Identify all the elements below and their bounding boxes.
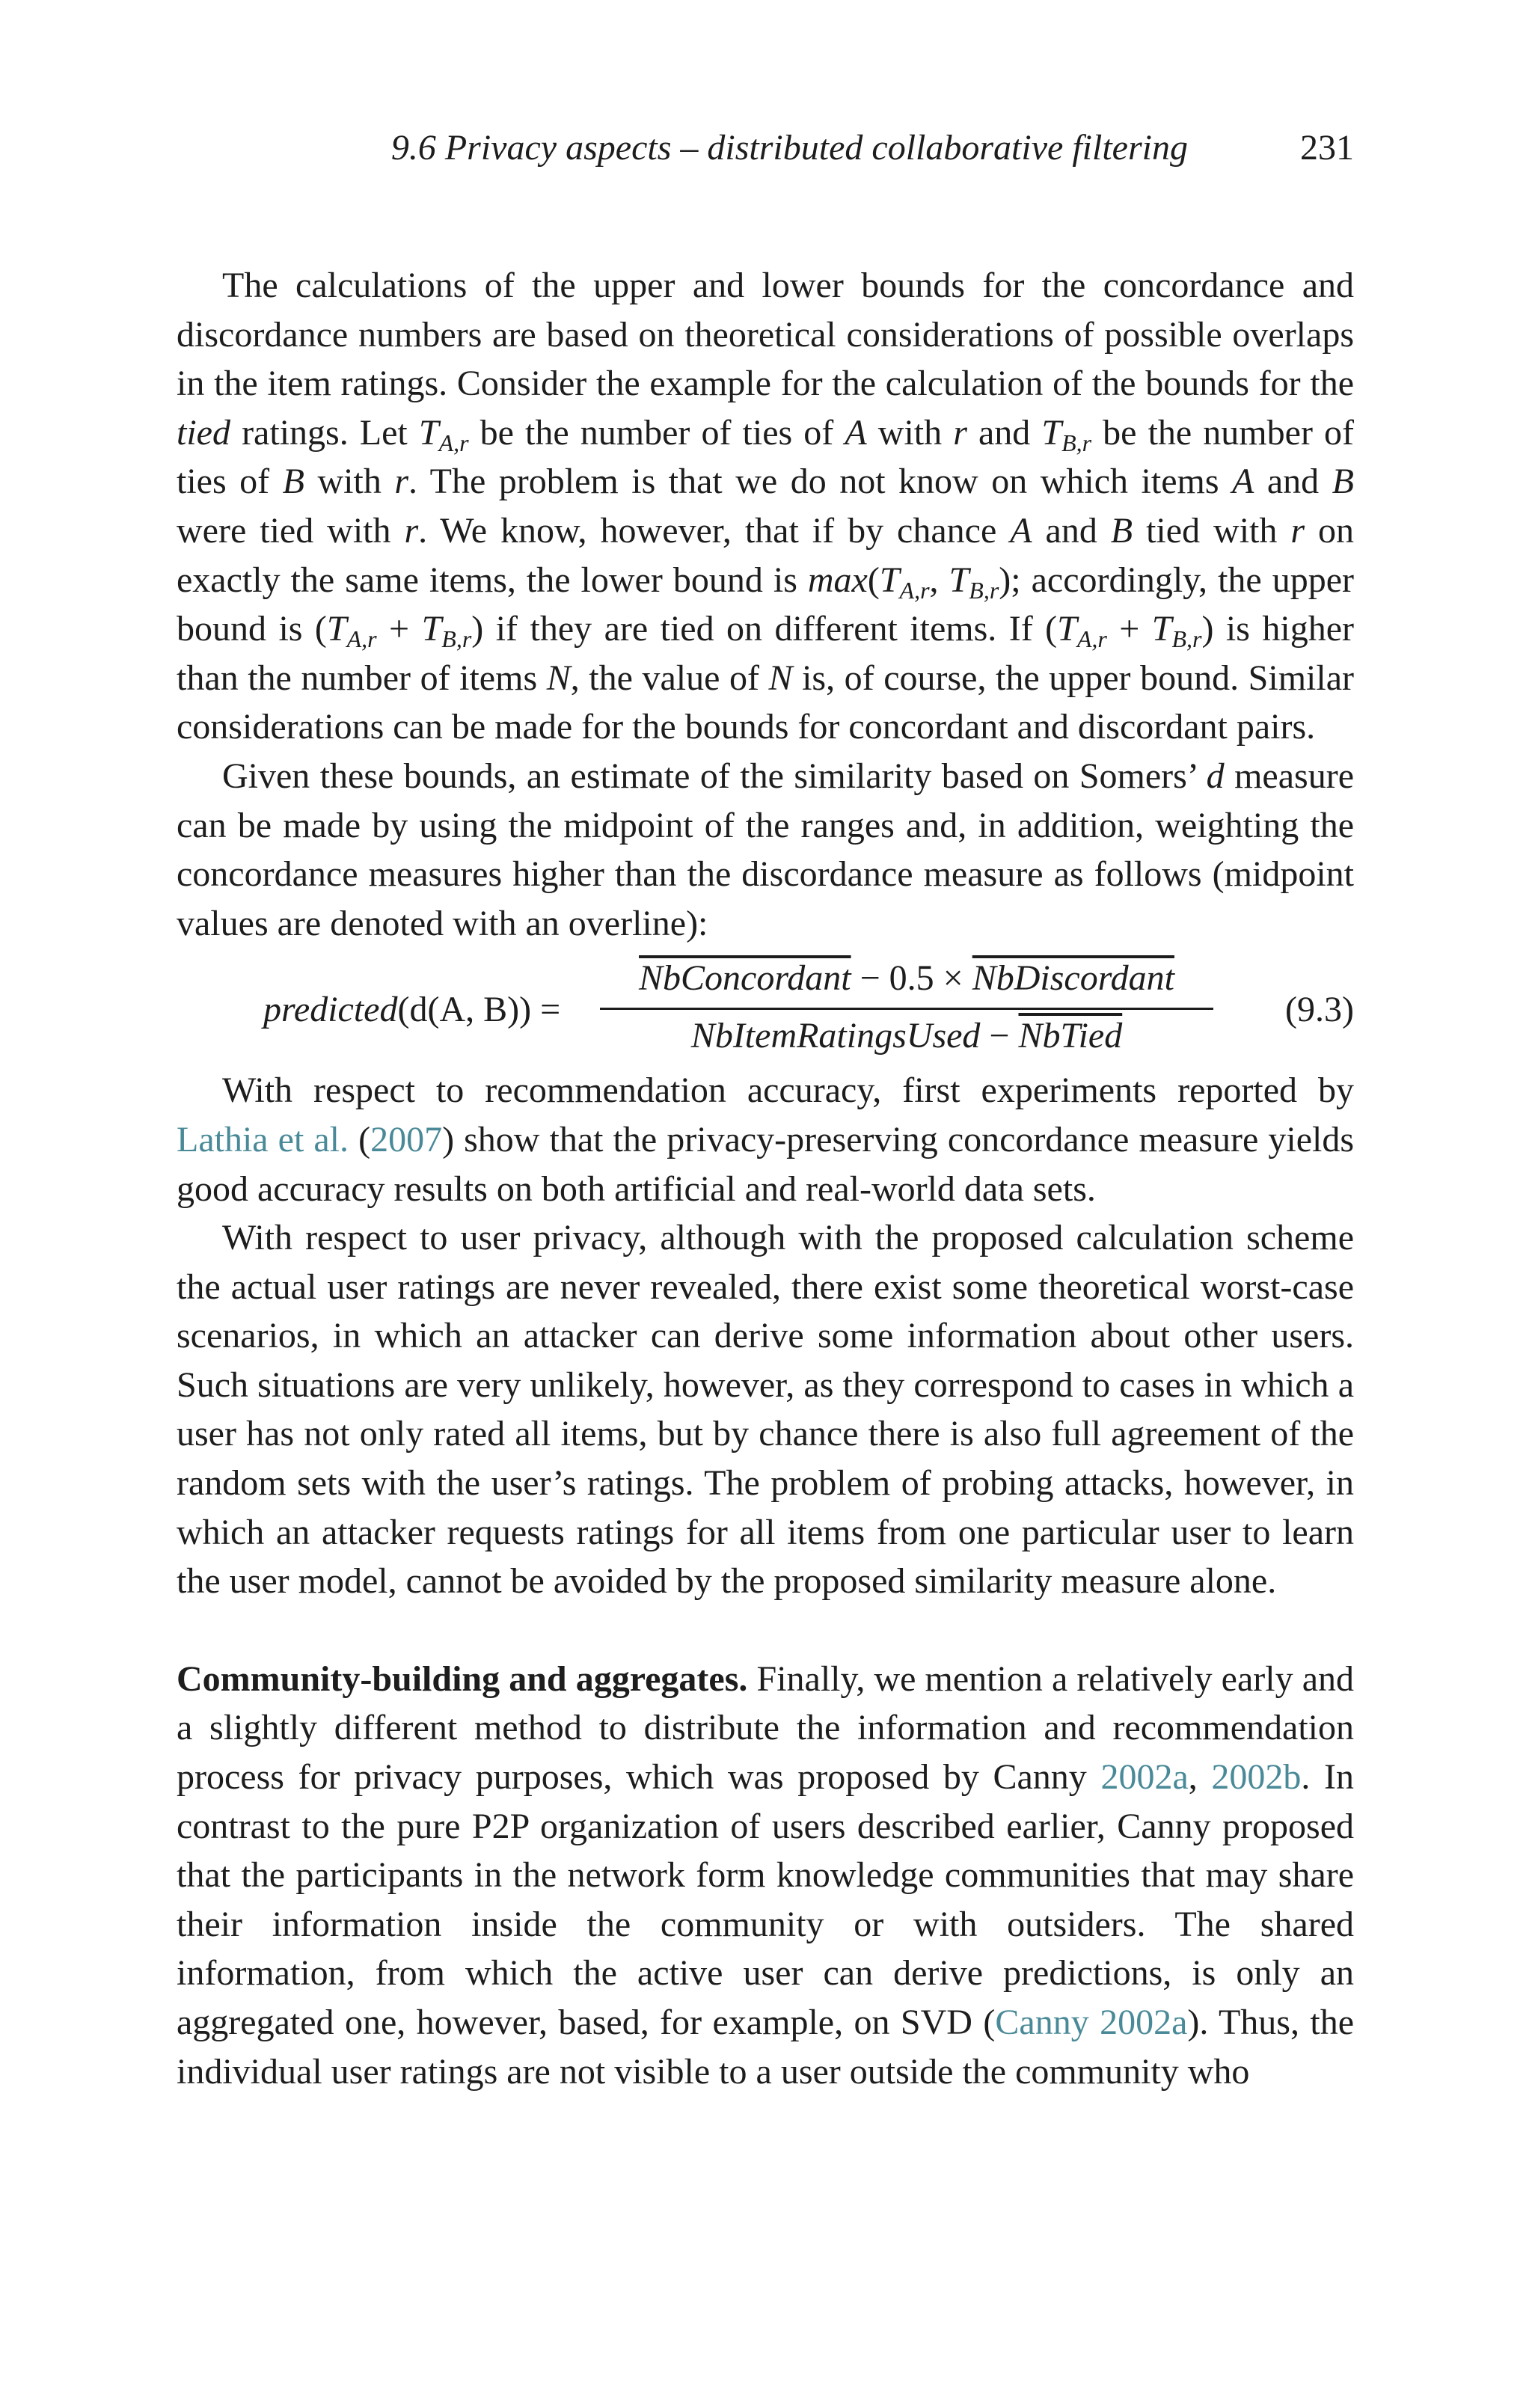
paragraph-accuracy: With respect to recommendation accuracy, first experiments reported by Lathia et al. (2007) show that the privacy-preserving concordance measure yields good accuracy results on both artificial and real-world data sets. — [177, 1070, 1355, 1209]
citation-link-canny-2002a[interactable]: 2002a — [1100, 1757, 1189, 1798]
equation-9-3 — [177, 954, 1354, 1063]
paragraph-somers-estimate: Given these bounds, an estimate of the similarity based on Somers’ d measure can be made by using the midpoint of the ranges and, in addition, weighting the concordance measures higher than the discordance measure as follows (midpoint values are denoted with an overline): — [177, 756, 1354, 943]
equation-denominator: NbItemRatingsUsed − NbTied — [690, 1016, 1123, 1056]
equation-numerator: NbConcordant − 0.5 × NbDiscordant — [600, 954, 1213, 1010]
paragraph-community: Community-building and aggregates. Finally, we mention a relatively early and a slightly different method to distribute the information and recommendation process for privacy purposes, which was proposed by Canny 2002a, 2002b. In contrast to the pure P2P organization of users described earlier, Canny proposed that the participants in the network form knowledge communities that may share their information inside the community or with outsiders. The shared information, from which the active user can derive predictions, is only an aggregated one, however, based, for example, on SVD (Canny 2002a). Thus, the individual user ratings are not visible to a user outside the community who — [177, 1658, 1355, 2092]
paragraph-bounds: The calculations of the upper and lower bounds for the concordance and discordance numbers are based on theoretical considerations of possible overlaps in the item ratings. Consider the example for the calculation of the bounds for the tied ratings. Let $T_{A,r}$ be the number of ties of A with r and $T_{B,r}$ be the number of ties of B with r. The problem is that we do not know on which items A and B were tied with r. We know, however, that if by chance A and B tied with r on exactly the same items, the lower bound is $\max(T_{A,r}$, $T_{B,r}$); accordingly, the upper bound is $(T_{A,r} + T_{B,r})$ if they are tied on different items. If $(T_{A,r} + T_{B,r})$ is higher than the number of items N, the value of N is, of course, the upper bound. Similar considerations can be made for the bounds for concordant and discordant pairs. — [177, 266, 1355, 747]
citation-link-canny-svd[interactable]: Canny 2002a — [995, 2003, 1188, 2042]
equation-number: (9.3) — [1285, 990, 1354, 1030]
running-head: 9.6 Privacy aspects – distributed collaborative filtering — [390, 128, 1188, 168]
citation-link-lathia[interactable]: Lathia et al. — [177, 1119, 349, 1159]
equation-lhs: predicted(d(A, B)) = — [263, 990, 561, 1030]
citation-link-canny-2002b[interactable]: 2002b — [1211, 1757, 1302, 1798]
page-number: 231 — [1300, 128, 1354, 168]
section-heading: Community-building and aggregates. — [177, 1658, 748, 1699]
citation-link-2007[interactable]: 2007 — [370, 1119, 443, 1159]
paragraph-privacy: With respect to user privacy, although with the proposed calculation scheme the actual user ratings are never revealed, there exist some theoretical worst-case scenarios, in which an attacker can derive some information about other users. Such situations are very unlikely, however, as they correspond to cases in which a user has not only rated all items, but by chance there is also full agreement of the random sets with the user’s ratings. The problem of probing attacks, however, in which an attacker requests ratings for all items from one particular user to learn the user model, cannot be avoided by the proposed similarity measure alone. — [177, 1218, 1354, 1602]
equation-fraction — [600, 954, 1213, 1061]
page-body — [177, 261, 1354, 2096]
